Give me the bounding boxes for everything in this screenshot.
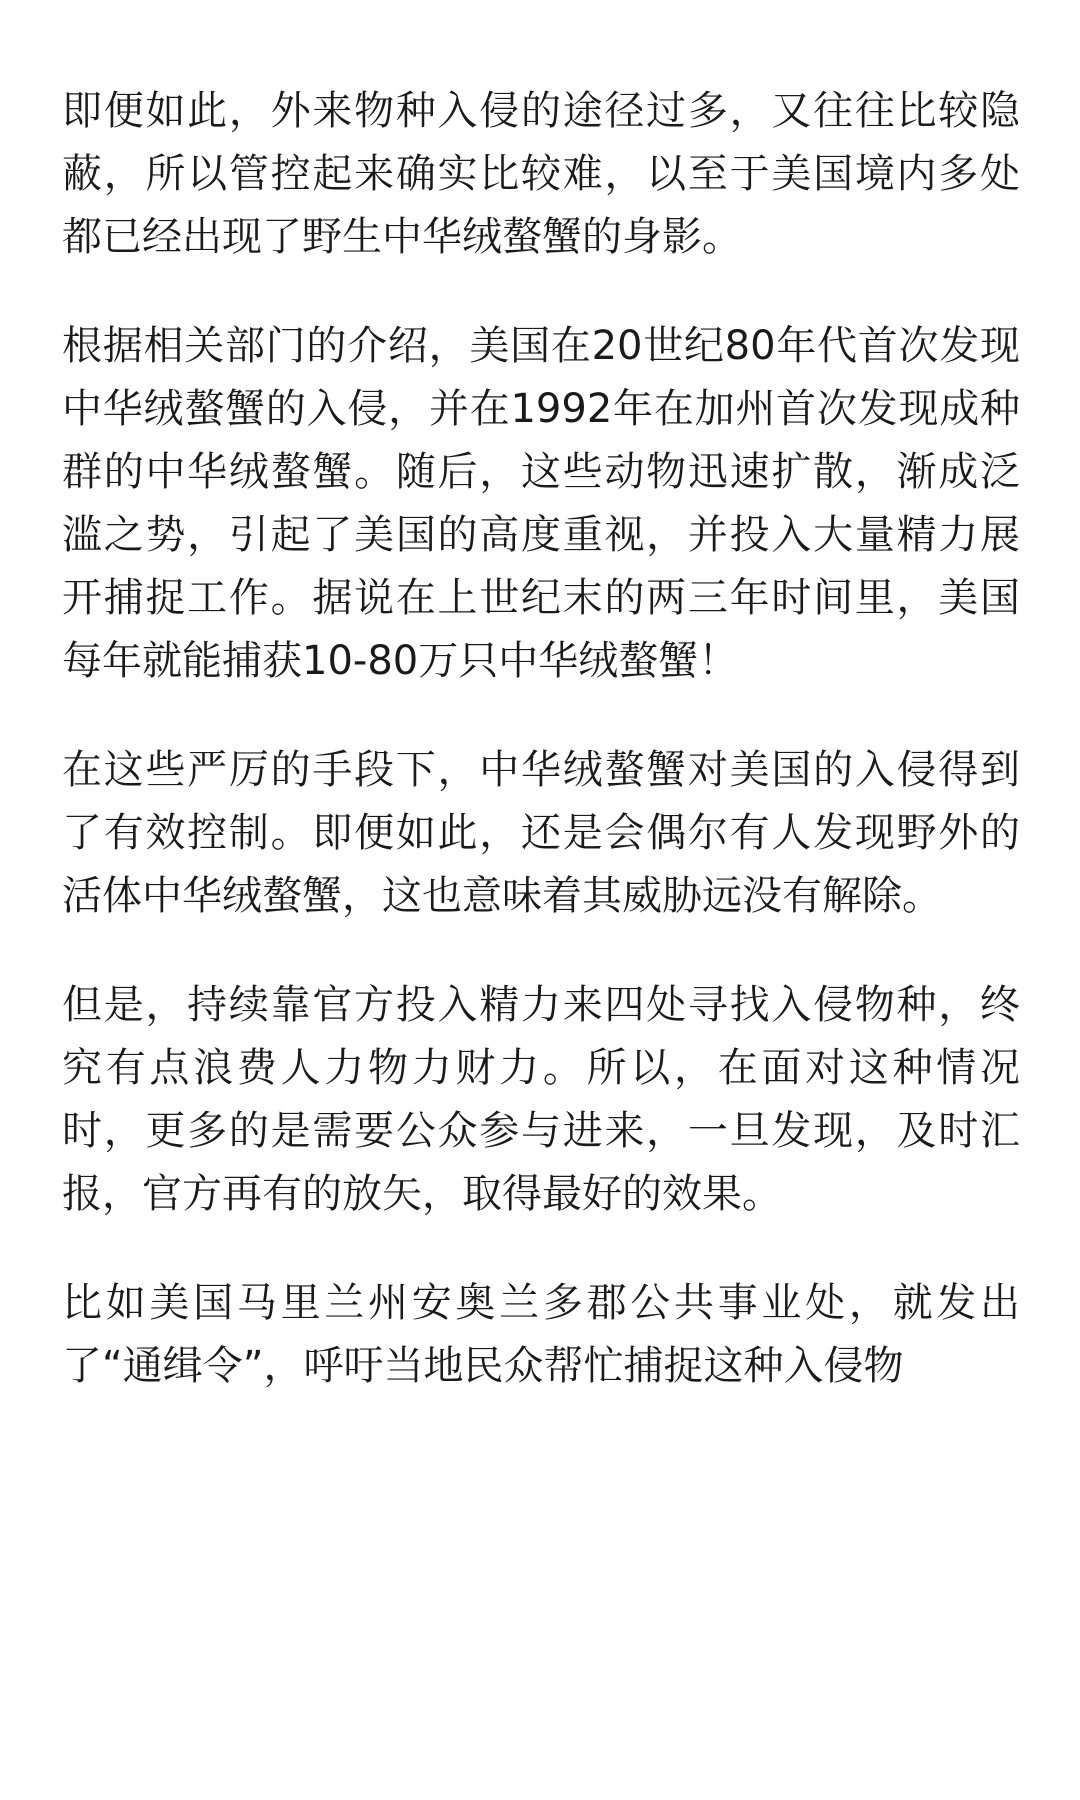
paragraph-4: 但是，持续靠官方投入精力来四处寻找入侵物种，终究有点浪费人力物力财力。所以，在面对这种情况时，更多的是需要公众参与进来，一旦发现，及时汇报，官方再有的放矢，取得最好的效果。 xyxy=(62,982,1020,1217)
article-body xyxy=(62,80,1020,1398)
paragraph-2: 根据相关部门的介绍，美国在20世纪80年代首次发现中华绒螯蟹的入侵，并在1992年在加州首次发现成种群的中华绒螯蟹。随后，这些动物迅速扩散，渐成泛滥之势，引起了美国的高度重视，并投入大量精力展开捕捉工作。据说在上世纪末的两三年时间里，美国每年就能捕获10-80万只中华绒螯蟹！ xyxy=(62,323,1020,684)
paragraph-3: 在这些严厉的手段下，中华绒螯蟹对美国的入侵得到了有效控制。即便如此，还是会偶尔有人发现野外的活体中华绒螯蟹，这也意味着其威胁远没有解除。 xyxy=(62,747,1020,919)
paragraph-1: 即便如此，外来物种入侵的途径过多，又往往比较隐蔽，所以管控起来确实比较难，以至于美国境内多处都已经出现了野生中华绒螯蟹的身影。 xyxy=(62,88,1020,260)
paragraph-5: 比如美国马里兰州安奥兰多郡公共事业处，就发出了“通缉令”，呼吁当地民众帮忙捕捉这种入侵物 xyxy=(62,1280,1020,1389)
